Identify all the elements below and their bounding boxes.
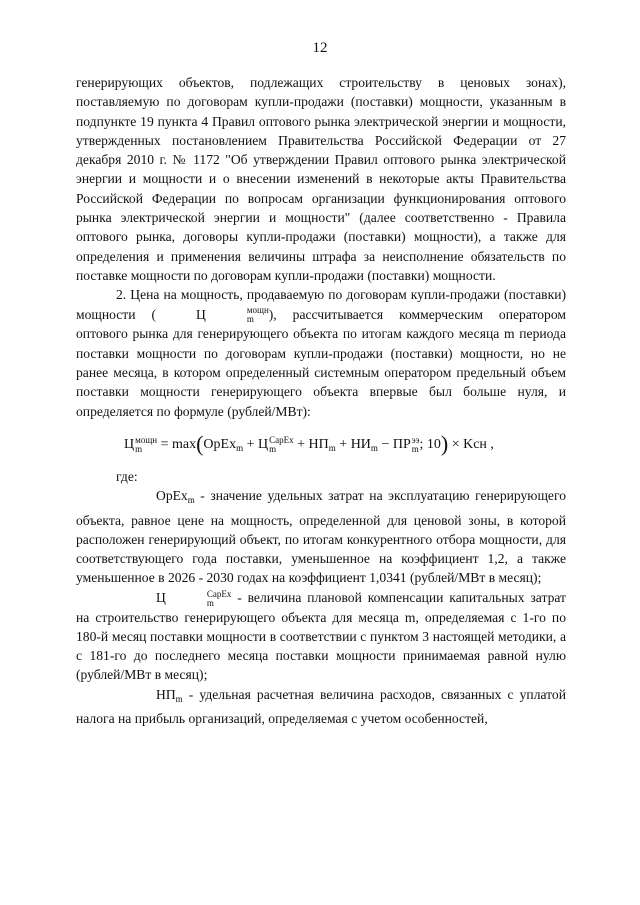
page-number: 12: [312, 40, 328, 56]
paragraph-intro: генерирующих объектов, подлежащих строительству в ценовых зонах), поставляемую по договорам купли-продажи (поставки) мощности, указанным в подпункте 19 пункта 4 Правил оптового рынка электрической энергии и мощности, утвержденных постановлением Правительства Российской Федерации от 27 декабря 2010 г. № 1172 "Об утверждении Правил оптового рынка электрической энергии и мощности и о внесении изменений в некоторые акты Правительства Российской Федерации по вопросам организации функционирования оптового рынка электрической энергии и мощности" (далее соответственно - Правила оптового рынка, договоры купли-продажи (поставки) мощности), а также для определения и применения величины штрафа за неисполнение обязательств по поставке мощности по договорам купли-продажи (поставки) мощности.: [76, 75, 566, 283]
price-formula: Ц мощн m = max(OpEx$_m$ + Ц CapEx m + $НП_m + НИ_m$ − ПР ээ m ; 10) × Kсн ,: [124, 430, 494, 456]
symbol-price-moshch: Ц мощн m: [196, 305, 269, 325]
symbol-opex: OpEx$_m$: [156, 488, 195, 506]
paragraph-price-definition: [76, 285, 566, 421]
p2-text-after: ), рассчитывается коммерческим оператором оптового рынка для генерирующего объекта по итогам каждого месяца m периода поставки мощности по договорам купли-продажи (поставки) мощности, но не ранее месяца, в котором определенный системным оператором предельный объем поставки мощности генерирующего объекта впервые был больше нуля, и определяется по формуле (рублей/МВт):: [76, 306, 566, 419]
where-label: где:: [116, 468, 138, 484]
opex-text: - значение удельных затрат на эксплуатацию генерирующего объекта, равное цене на мощность, определенной для ценовой зоны, в которой расположен генерирующий объект, по итогам конкурентного отбора мощности, для соответствующего года поставки, уменьшенное на коэффициент 1,2, а также уменьшенное в 2026 - 2030 годах на коэффициент 1,0341 (рублей/МВт в месяц);: [76, 488, 566, 586]
p2-text-before: 2. Цена на мощность, продаваемую по договорам купли-продажи (поставки) мощности (: [76, 287, 566, 322]
paragraph-capex-definition: [76, 588, 566, 685]
document-body: [76, 73, 566, 728]
symbol-np: $НП_m$: [156, 686, 183, 704]
capex-text: - величина плановой компенсации капитальных затрат на строительство генерирующего объекта для месяца m, определяемая с 1-го по 180-й месяц поставки мощности в соответствии с пунктом 3 настоящей методики, а с 181-го до последнего месяца поставки мощности принимаемая равной нулю (рублей/МВт в месяц);: [76, 589, 566, 683]
np-text: - удельная расчетная величина расходов, связанных с уплатой налога на прибыль организаций, определяемая с учетом особенностей,: [76, 686, 566, 727]
symbol-capex: Ц CapEx m: [156, 588, 232, 608]
paragraph-np-definition: [76, 685, 566, 729]
paragraph-opex-definition: [76, 486, 566, 587]
